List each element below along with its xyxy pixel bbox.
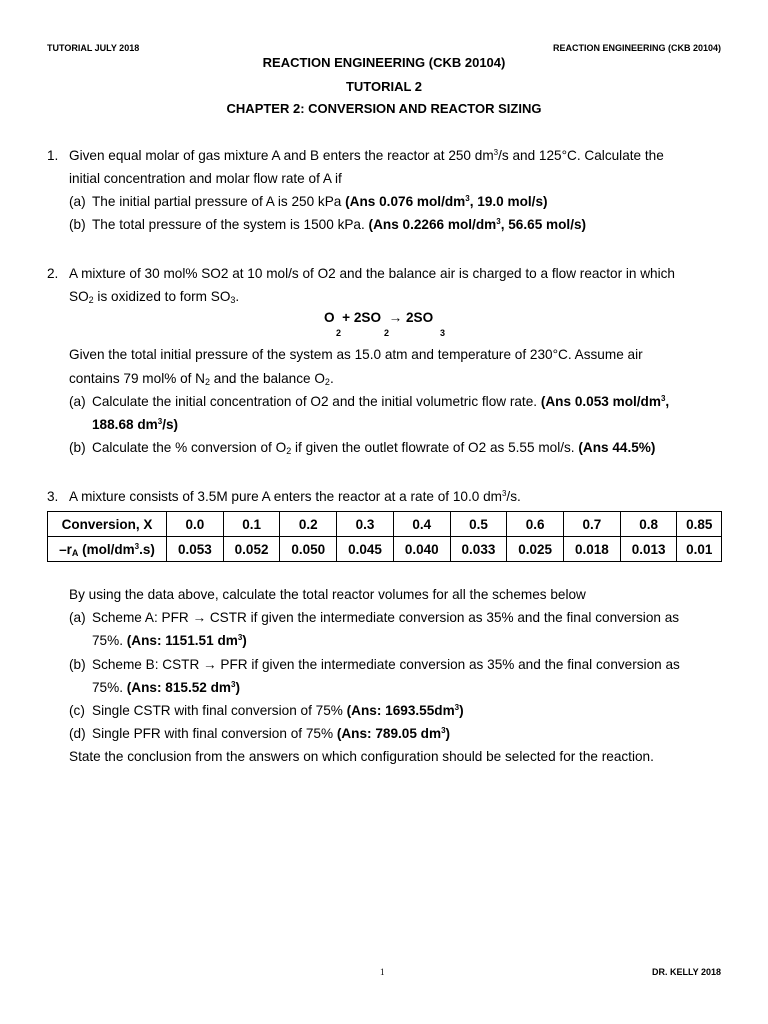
q1-line-1: Given equal molar of gas mixture A and B enters the reactor at 250 $dm^3/s$ and 125°C. Calculate the xyxy=(69,148,664,163)
q2-b-text: Calculate the % conversion of $O_2$ if given the outlet flowrate of O2 as 5.55 mol/s. (Ans 44.5%) xyxy=(92,440,656,456)
q3-d-text: Single PFR with final conversion of 75% (Ans: 789.05 $dm^3$) xyxy=(92,726,451,741)
table-row-rate xyxy=(48,537,722,562)
table-cell: 0.013 xyxy=(620,537,677,562)
q1-b-text: The total pressure of the system is 1500 kPa. (Ans 0.2266 mol/$dm^3$, 56.65 mol/s) xyxy=(92,217,587,232)
q2-line-1: A mixture of 30 mol% SO2 at 10 mol/s of O2 and the balance air is charged to a flow reactor in which xyxy=(69,266,675,281)
table-cell: 0.033 xyxy=(450,537,507,562)
table-cell: 0.5 xyxy=(450,512,507,537)
table-cell: 0.0 xyxy=(167,512,224,537)
q2-a-text: Calculate the initial concentration of O2 and the initial volumetric flow rate. (Ans 0.053 mol/$dm^3$, xyxy=(92,394,670,409)
table-cell: 0.4 xyxy=(393,512,450,537)
q2-line-4: contains 79 mol% of $N_2$ and the balance $O_2$. xyxy=(69,371,334,387)
footer-author: DR. KELLY 2018 xyxy=(651,967,721,977)
table-cell: 0.6 xyxy=(507,512,564,537)
q1-a-label: (a) xyxy=(69,194,86,209)
chapter-title: CHAPTER 2: CONVERSION AND REACTOR SIZING xyxy=(226,101,542,116)
q2-line-3: Given the total initial pressure of the system as 15.0 atm and temperature of 230°C. Assume air xyxy=(69,347,643,362)
table-cell: 0.2 xyxy=(280,512,337,537)
q1-b-label: (b) xyxy=(69,217,86,232)
q3-intro: By using the data above, calculate the total reactor volumes for all the schemes below xyxy=(69,587,586,602)
table-cell: 0.85 xyxy=(677,512,722,537)
table-cell: 0.018 xyxy=(564,537,621,562)
q3-b-label: (b) xyxy=(69,657,86,672)
q3-b-cont: 75%. (Ans: 815.52 $dm^3$) xyxy=(92,680,241,695)
q3-d-label: (d) xyxy=(69,726,86,741)
table-cell: 0.052 xyxy=(223,537,280,562)
q1-number: 1. xyxy=(47,148,59,163)
table-header-rate: $-r_A$ $(mol/dm^3.s)$ xyxy=(48,537,167,562)
table-cell: 0.050 xyxy=(280,537,337,562)
q1-line-2: initial concentration and molar flow rate of A if xyxy=(69,171,342,186)
q1-a-text: The initial partial pressure of A is 250 kPa (Ans 0.076 mol/$dm^3$, 19.0 mol/s) xyxy=(92,194,548,209)
course-title: REACTION ENGINEERING (CKB 20104) xyxy=(262,55,506,70)
table-cell: 0.1 xyxy=(223,512,280,537)
table-cell: 0.7 xyxy=(564,512,621,537)
table-cell: 0.01 xyxy=(677,537,722,562)
header-left: TUTORIAL JULY 2018 xyxy=(47,43,140,53)
q3-a-label: (a) xyxy=(69,610,86,625)
q3-a-cont: 75%. (Ans: 1151.51 $dm^3$) xyxy=(92,633,247,648)
table-cell: 0.040 xyxy=(393,537,450,562)
q3-number: 3. xyxy=(47,489,59,504)
q2-a-answer-cont: 188.68 $dm^3/s$) xyxy=(92,417,179,432)
reaction-equation: O + 2SO → 2SO 2 2 3 xyxy=(324,310,446,338)
header-right: REACTION ENGINEERING (CKB 20104) xyxy=(552,43,721,53)
q3-c-label: (c) xyxy=(69,703,85,718)
table-cell: 0.3 xyxy=(337,512,394,537)
table-row-conversion xyxy=(48,512,722,537)
rate-data-table xyxy=(47,511,722,562)
table-cell: 0.045 xyxy=(337,537,394,562)
q2-a-label: (a) xyxy=(69,394,86,409)
table-header-conversion: Conversion, X xyxy=(48,512,167,537)
q2-number: 2. xyxy=(47,266,59,281)
q2-b-label: (b) xyxy=(69,440,86,455)
q3-conclusion: State the conclusion from the answers on which configuration should be selected for the reaction. xyxy=(69,749,654,764)
page-number: 1 xyxy=(380,967,385,977)
table-cell: 0.053 xyxy=(167,537,224,562)
table-cell: 0.025 xyxy=(507,537,564,562)
q3-c-text: Single CSTR with final conversion of 75% (Ans: $1693.55dm^3$) xyxy=(92,703,464,718)
q2-line-2: $SO_2$ is oxidized to form $SO_3$. xyxy=(69,289,240,305)
q3-b-text: Scheme B: CSTR → PFR if given the intermediate conversion as 35% and the final conversion as xyxy=(92,657,680,672)
q3-line-1: A mixture consists of 3.5M pure A enters the reactor at a rate of 10.0 $dm^3/s$. xyxy=(69,489,521,504)
tutorial-title: TUTORIAL 2 xyxy=(345,79,423,94)
q3-a-text: Scheme A: PFR → CSTR if given the intermediate conversion as 35% and the final conversion as xyxy=(92,610,680,625)
table-cell: 0.8 xyxy=(620,512,677,537)
